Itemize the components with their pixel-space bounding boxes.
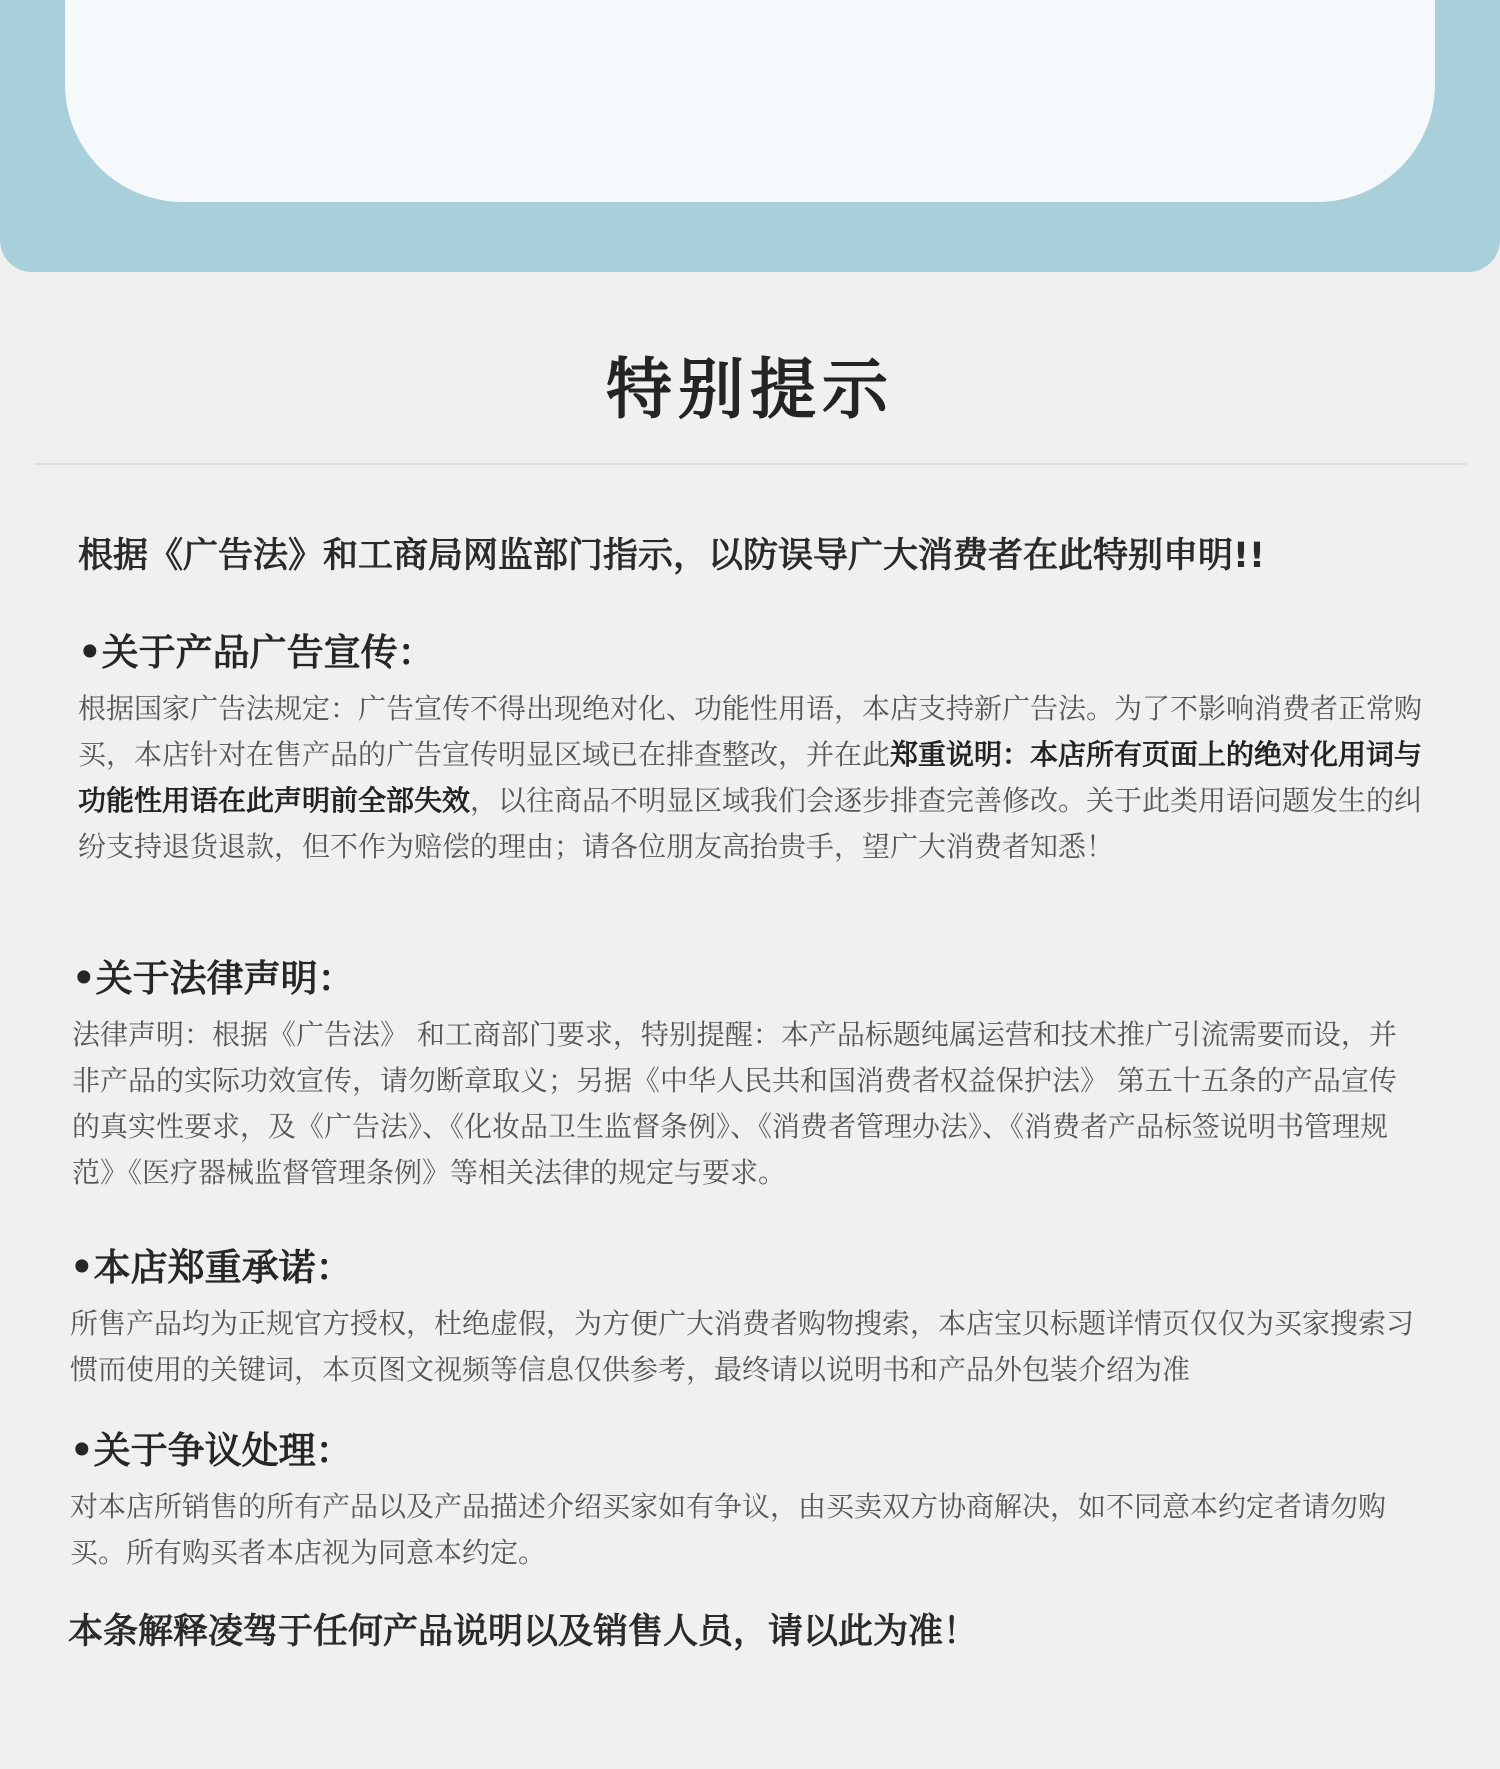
page-title: 特别提示 [606, 351, 894, 428]
advertising-bold-declaration: 郑重说明：本店所有页面上的绝对化用词与功能性用语在此声明前全部失效 [78, 738, 1423, 817]
advertising-body-continuation: ，以往商品不明显区域我们会逐步排查完善修改。关于此类用语问题发生的纠纷支持退货退款，但不作为赔偿的理由；请各位朋友高抬贵手，望广大消费者知悉！ [78, 784, 1423, 863]
closing-statement: 本条解释凌驾于任何产品说明以及销售人员，请以此为准！ [68, 1612, 979, 1652]
legal-body: 法律声明：根据《广告法》 和工商部门要求，特别提醒：本产品标题纯属运营和技术推广引流需要而设，并非产品的实际功效宣传，请勿断章取义；另据《中华人民共和国消费者权益保护法》 第五十五条的产品宣传的真实性要求，及《广告法》、《化妆品卫生监督条例》、《消费者管理办法》、《消费者产品标签说明书管理规范》《医疗器械监督管理条例》等相关法律的规定与要求。 [72, 1018, 1397, 1189]
intro-statement: 根据《广告法》和工商局网监部门指示，以防误导广大消费者在此特别申明!! [78, 536, 1265, 576]
special-notice-panel [0, 272, 1500, 1769]
advertising-section [78, 622, 1423, 870]
top-card [65, 0, 1435, 202]
advertising-heading: •关于产品广告宣传： [78, 631, 435, 674]
promise-heading: •本店郑重承诺： [70, 1246, 353, 1289]
promise-body: 所售产品均为正规官方授权，杜绝虚假，为方便广大消费者购物搜索，本店宝贝标题详情页仅仅为买家搜索习惯而使用的关键词，本页图文视频等信息仅供参考，最终请以说明书和产品外包装介绍为准 [70, 1307, 1415, 1386]
dispute-heading: •关于争议处理： [70, 1429, 353, 1472]
legal-section [72, 948, 1422, 1196]
dispute-body: 对本店所销售的所有产品以及产品描述介绍买家如有争议，由买卖双方协商解决，如不同意本约定者请勿购买。所有购买者本店视为同意本约定。 [70, 1490, 1387, 1569]
legal-heading: •关于法律声明： [72, 957, 355, 1000]
top-banner [0, 0, 1500, 272]
dispute-section [70, 1420, 1420, 1576]
advertising-body-text: 根据国家广告法规定：广告宣传不得出现绝对化、功能性用语，本店支持新广告法。为了不影响消费者正常购买，本店针对在售产品的广告宣传明显区域已在排查整改，并在此 [78, 692, 1423, 771]
title-divider [34, 463, 1466, 465]
advertising-body [78, 686, 1423, 870]
promise-section [70, 1237, 1420, 1393]
